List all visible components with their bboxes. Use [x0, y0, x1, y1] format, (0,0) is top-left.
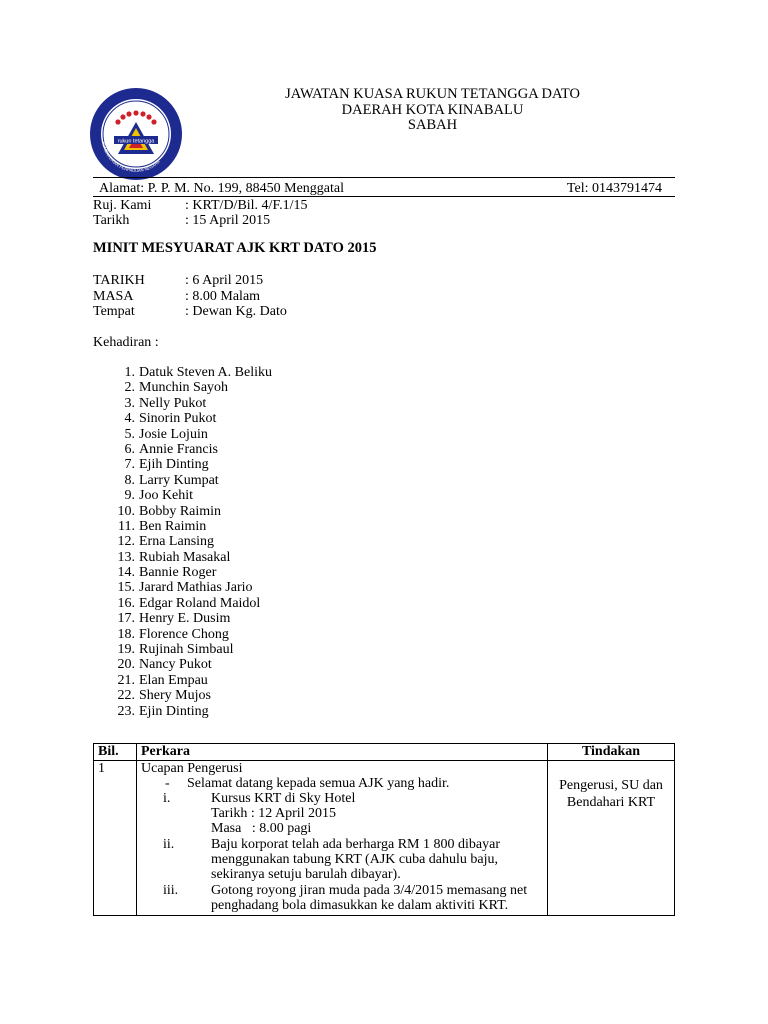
org-line-1: JAWATAN KUASA RUKUN TETANGGA DATO [285, 86, 580, 102]
list-item [111, 473, 244, 488]
list-item [111, 657, 244, 672]
header-perkara: Perkara [137, 744, 548, 761]
attendee-name: Larry Kumpat [139, 472, 219, 488]
meeting-date-row [93, 273, 263, 288]
sub-iii-line-1: Gotong royong jiran muda pada 3/4/2015 memasang net [211, 883, 528, 898]
attendee-number: 23. [117, 703, 135, 719]
list-item [111, 611, 244, 626]
meeting-place-value: : Dewan Kg. Dato [185, 304, 287, 319]
attendance-label: Kehadiran : [93, 335, 159, 350]
list-item [111, 534, 244, 549]
letter-date-value: : 15 April 2015 [185, 213, 271, 228]
document-title: MINIT MESYUARAT AJK KRT DATO 2015 [93, 240, 377, 256]
attendee-number: 7. [124, 457, 135, 473]
address-rule-top [93, 177, 675, 178]
list-item [111, 688, 244, 703]
attendee-name: Ejin Dinting [139, 703, 209, 719]
table-header-row [94, 744, 675, 761]
attendee-number: 1. [124, 365, 135, 380]
address-row [93, 181, 675, 197]
minutes-table [93, 743, 675, 916]
attendee-number: 2. [124, 380, 135, 396]
list-item [111, 380, 244, 395]
attendee-number: 9. [124, 488, 135, 504]
row-perkara [137, 761, 548, 916]
meeting-place-row [93, 304, 287, 319]
attendance-list [111, 365, 272, 719]
attendee-name: Ejih Dinting [139, 457, 209, 473]
list-item [111, 580, 253, 596]
attendee-number: 22. [117, 688, 135, 704]
list-item [111, 365, 272, 380]
attendee-name: Joo Kehit [139, 488, 194, 504]
attendee-name: Bobby Raimin [139, 503, 222, 519]
list-item [111, 595, 261, 611]
item-welcome: Selamat datang kepada semua AJK yang hadir. [187, 776, 450, 791]
attendee-number: 10. [117, 503, 135, 519]
meeting-time-row [93, 289, 260, 304]
attendee-number: 19. [117, 642, 135, 658]
organisation-header [200, 87, 665, 134]
attendee-name: Elan Empau [139, 672, 208, 688]
meeting-date-label: TARIKH [93, 273, 145, 288]
attendee-number: 17. [117, 611, 135, 627]
attendee-number: 18. [117, 626, 135, 642]
attendee-number: 8. [124, 472, 135, 488]
attendee-name: Rubiah Masakal [139, 549, 231, 565]
list-item [111, 627, 244, 642]
reference-row [93, 198, 308, 213]
logo-text: rukun tetangga [117, 138, 155, 145]
attendee-name: Ben Raimin [139, 518, 207, 534]
row-tindakan [548, 761, 675, 916]
sub-i-line-3: Masa : 8.00 pagi [211, 821, 312, 836]
table-row [94, 761, 675, 916]
tindakan-line-1: Pengerusi, SU dan [559, 778, 663, 793]
list-item [111, 550, 244, 565]
attendee-name: Florence Chong [139, 626, 229, 642]
attendee-number: 5. [124, 426, 135, 442]
attendee-number: 11. [118, 518, 135, 534]
attendee-number: 6. [124, 441, 135, 457]
attendee-name: Sinorin Pukot [139, 411, 217, 427]
meeting-date-value: : 6 April 2015 [185, 273, 264, 288]
list-item [111, 411, 244, 426]
item-title: Ucapan Pengerusi [141, 761, 243, 776]
sub-ii-line-3: sekiranya setuju barulah dibayar). [211, 867, 401, 882]
sub-ii-line-2: menggunakan tabung KRT (AJK cuba dahulu baju, [211, 852, 499, 867]
sub-iii-line-2: penghadang bola dimasukkan ke dalam aktiviti KRT. [211, 898, 509, 913]
attendee-number: 16. [117, 595, 135, 611]
list-item [111, 504, 244, 519]
list-item [111, 488, 244, 503]
attendee-name: Nancy Pukot [139, 657, 212, 673]
attendee-name: Nelly Pukot [139, 395, 207, 411]
list-item [111, 396, 244, 411]
attendee-name: Shery Mujos [139, 688, 211, 704]
letter-date-row [93, 213, 270, 228]
org-line-3: SABAH [407, 117, 458, 133]
list-item [111, 519, 244, 534]
list-item [111, 642, 244, 657]
rukun-tetangga-logo [88, 86, 184, 182]
list-item [111, 565, 244, 580]
attendee-number: 15. [117, 580, 135, 596]
attendee-number: 21. [117, 672, 135, 688]
list-item [111, 427, 244, 442]
attendee-name: Josie Lojuin [139, 426, 208, 442]
header-tindakan: Tindakan [548, 744, 675, 761]
sub-ii-line-1: Baju korporat telah ada berharga RM 1 800 dibayar [211, 837, 500, 852]
attendee-number: 3. [124, 395, 135, 411]
list-item [111, 442, 244, 457]
row-bil: 1 [94, 761, 137, 916]
attendee-name: Erna Lansing [139, 534, 215, 550]
attendee-number: 13. [117, 549, 135, 565]
list-item [111, 457, 244, 472]
meeting-time-value: : 8.00 Malam [185, 289, 261, 304]
letter-date-label: Tarikh [93, 213, 130, 228]
sub-i-line-1: Kursus KRT di Sky Hotel [211, 791, 356, 806]
list-item [111, 704, 244, 719]
meeting-time-label: MASA [93, 289, 134, 304]
attendee-name: Bannie Roger [139, 565, 217, 581]
reference-label: Ruj. Kami [93, 198, 152, 213]
sub-ii-number: ii. [163, 837, 175, 852]
attendee-number: 14. [117, 565, 135, 581]
attendee-name: Jarard Mathias Jario [139, 580, 253, 596]
org-line-2: DAERAH KOTA KINABALU [341, 101, 524, 118]
attendee-name: Henry E. Dusim [139, 611, 231, 627]
reference-value: : KRT/D/Bil. 4/F.1/15 [185, 198, 308, 213]
attendee-number: 12. [117, 534, 135, 550]
attendee-name: Datuk Steven A. Beliku [139, 365, 272, 380]
list-item [111, 673, 244, 688]
attendee-name: Munchin Sayoh [139, 380, 229, 396]
tindakan-line-2: Bendahari KRT [566, 795, 656, 810]
sub-i-line-2: Tarikh : 12 April 2015 [211, 806, 337, 821]
sub-iii-number: iii. [163, 883, 179, 898]
telephone-text: Tel: 0143791474 [566, 181, 662, 196]
address-rule-bottom [93, 196, 675, 197]
header-bil: Bil. [94, 744, 137, 761]
attendee-name: Edgar Roland Maidol [139, 595, 261, 611]
meeting-place-label: Tempat [93, 304, 135, 319]
item-dash: - [165, 776, 170, 791]
attendee-name: Rujinah Simbaul [139, 642, 234, 658]
address-text: Alamat: P. P. M. No. 199, 88450 Menggatal [99, 181, 344, 196]
attendee-number: 20. [117, 657, 135, 673]
attendee-name: Annie Francis [139, 441, 218, 457]
logo-ring-text: KEMENTERIAN PERPADUAN NEGARA [101, 141, 161, 174]
sub-i-number: i. [163, 791, 171, 806]
attendee-number: 4. [124, 411, 135, 427]
